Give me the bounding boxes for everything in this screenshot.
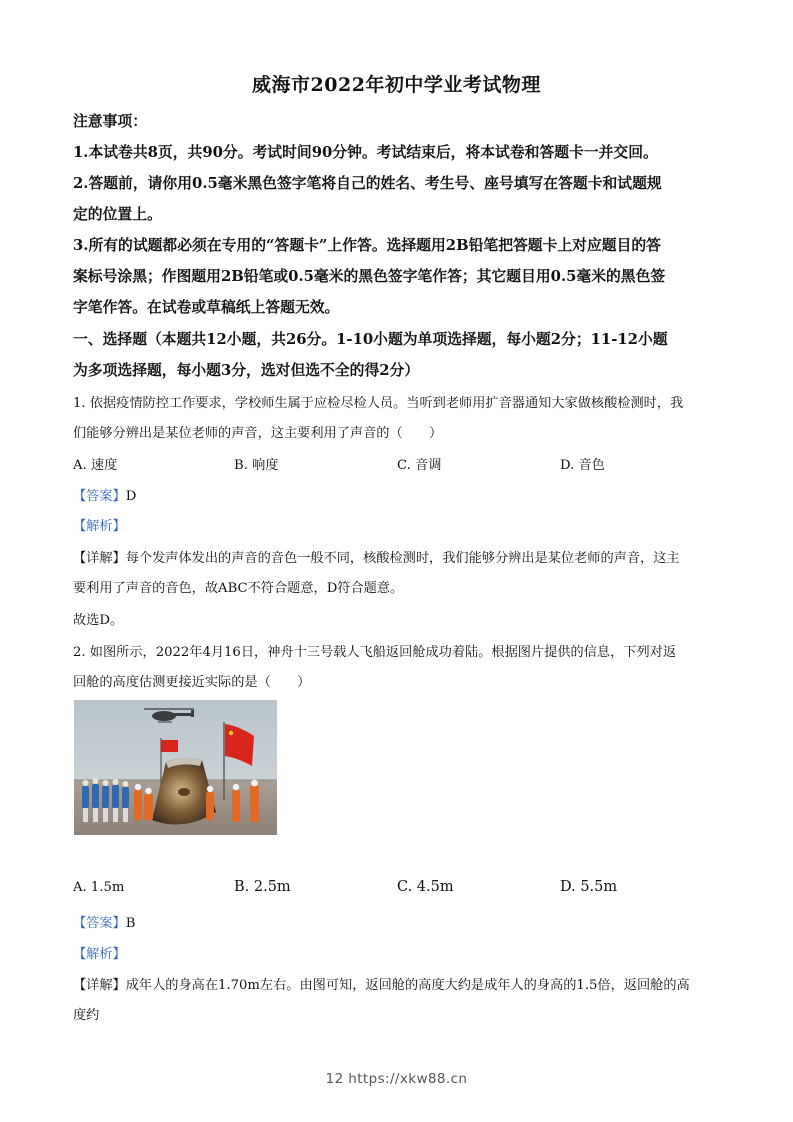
q2-detail bbox=[73, 974, 723, 993]
q1-detail-cont: 要利用了声音的音色，故ABC不符合题意，D符合题意。 bbox=[73, 581, 404, 596]
notice-item-3-cont2: 字笔作答。在试卷或草稿纸上答题无效。 bbox=[73, 299, 340, 316]
q2-stem-cont: 回舱的高度估测更接近实际的是（ ） bbox=[73, 675, 311, 690]
q2-option-b: B. 2.5m bbox=[234, 879, 291, 895]
q2-answer bbox=[73, 912, 723, 931]
page-footer: 12 https://xkw88.cn bbox=[325, 1071, 468, 1087]
q2-option-a: A. 1.5m bbox=[73, 880, 125, 895]
q1-stem: 1. 依据疫情防控工作要求，学校师生属于应检尽检人员。当听到老师用扩音器通知大家做核酸检测时，我 bbox=[73, 396, 684, 411]
notice-heading: 注意事项： bbox=[73, 113, 147, 130]
q1-analysis-tag: 【解析】 bbox=[73, 519, 126, 534]
answer-tag: 【答案】 bbox=[73, 489, 126, 504]
q1-option-d: D. 音色 bbox=[560, 458, 605, 473]
page-title: 威海市2022年初中学业考试物理 bbox=[252, 74, 541, 96]
q2-detail-cont: 度约 bbox=[73, 1008, 100, 1023]
capsule-landing-photo bbox=[74, 700, 277, 835]
detail-text: 成年人的身高在1.70m左右。由图可知，返回舱的高度大约是成年人的身高的1.5倍，返回舱的高 bbox=[125, 978, 690, 993]
notice-item-2-cont: 定的位置上。 bbox=[73, 206, 162, 223]
q2-option-c: C. 4.5m bbox=[397, 879, 454, 895]
notice-item-1: 1.本试卷共8页，共90分。考试时间90分钟。考试结束后，将本试卷和答题卡一并交回。 bbox=[73, 144, 658, 161]
q1-option-c: C. 音调 bbox=[397, 458, 442, 473]
answer-value: B bbox=[125, 916, 136, 931]
detail-tag: 【详解】 bbox=[73, 551, 126, 566]
q1-option-b: B. 响度 bbox=[234, 458, 279, 473]
section-heading: 一、选择题（本题共12小题，共26分。1-10小题为单项选择题，每小题2分；11-12小题 bbox=[73, 331, 668, 348]
q2-option-d: D. 5.5m bbox=[560, 879, 618, 895]
q1-detail bbox=[73, 547, 723, 566]
q2-analysis-tag: 【解析】 bbox=[73, 947, 126, 962]
detail-text: 每个发声体发出的声音的音色一般不同，核酸检测时，我们能够分辨出是某位老师的声音，这主 bbox=[125, 551, 680, 566]
notice-item-3-cont: 案标号涂黑；作图题用2B铅笔或0.5毫米的黑色签字笔作答；其它题目用0.5毫米的黑色签 bbox=[73, 268, 666, 285]
q1-option-a: A. 速度 bbox=[73, 458, 118, 473]
notice-item-2: 2.答题前，请你用0.5毫米黑色签字笔将自己的姓名、考生号、座号填写在答题卡和试题规 bbox=[73, 175, 662, 192]
answer-value: D bbox=[125, 489, 137, 504]
answer-tag: 【答案】 bbox=[73, 916, 126, 931]
q1-conclusion: 故选D。 bbox=[73, 613, 124, 628]
detail-tag: 【详解】 bbox=[73, 978, 126, 993]
notice-item-3: 3.所有的试题都必须在专用的“答题卡”上作答。选择题用2B铅笔把答题卡上对应题目的答 bbox=[73, 237, 661, 254]
section-heading-cont: 为多项选择题，每小题3分，选对但选不全的得2分） bbox=[73, 362, 420, 379]
q2-stem: 2. 如图所示，2022年4月16日，神舟十三号载人飞船返回舱成功着陆。根据图片提供的信息，下列对返 bbox=[73, 645, 677, 660]
q1-answer bbox=[73, 485, 723, 504]
q1-stem-cont: 们能够分辨出是某位老师的声音，这主要利用了声音的（ ） bbox=[73, 426, 443, 441]
